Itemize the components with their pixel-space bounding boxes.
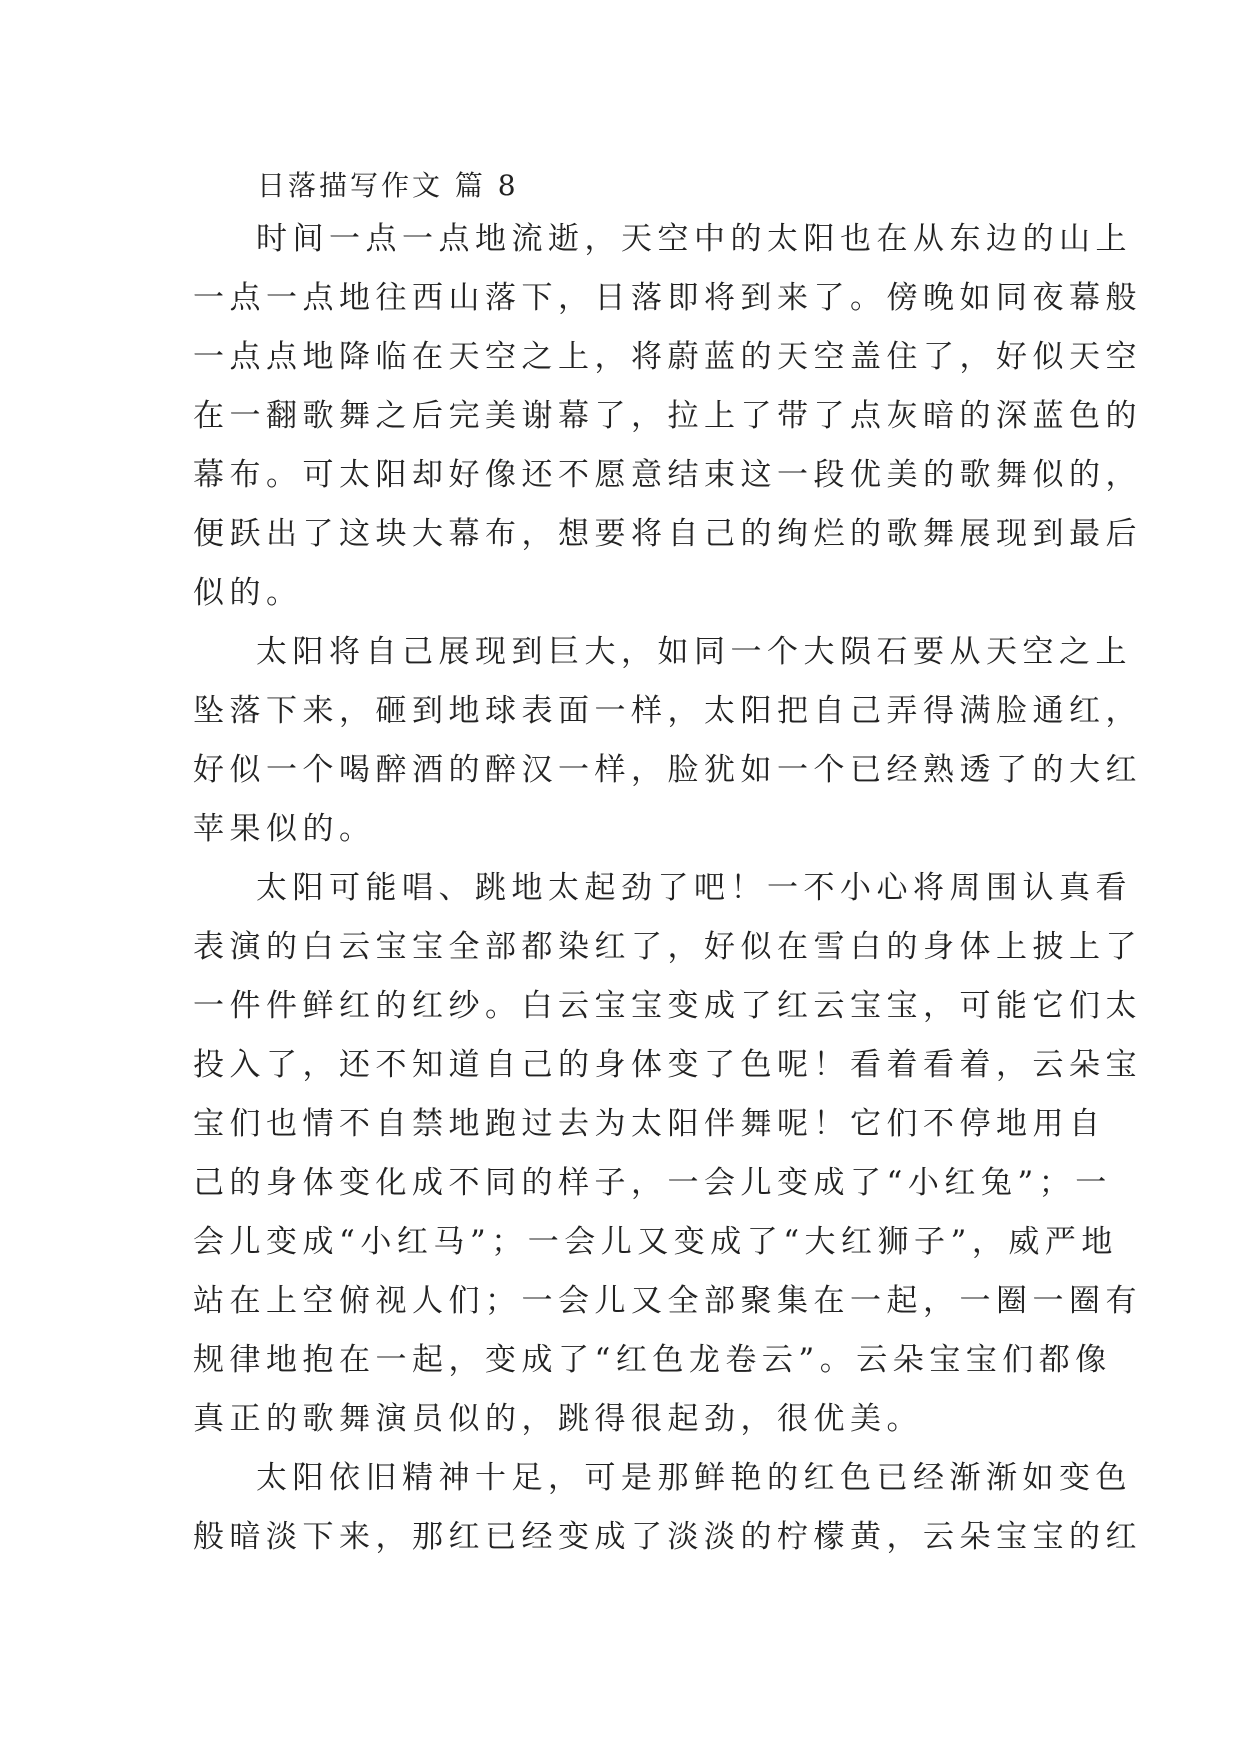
paragraph-line: 己的身体变化成不同的样子，一会儿变成了“小红兔”；一 bbox=[193, 1165, 1112, 1201]
paragraph-line: 一点点地降临在天空之上，将蔚蓝的天空盖住了，好似天空 bbox=[193, 339, 1142, 375]
paragraph-line: 苹果似的。 bbox=[193, 811, 376, 847]
paragraph-line: 在一翻歌舞之后完美谢幕了，拉上了带了点灰暗的深蓝色的 bbox=[193, 398, 1142, 434]
paragraph bbox=[193, 1449, 1142, 1567]
paragraph-line: 投入了，还不知道自己的身体变了色呢！看着看着，云朵宝 bbox=[193, 1047, 1142, 1083]
paragraph bbox=[193, 210, 1142, 623]
paragraph-line: 幕布。可太阳却好像还不愿意结束这一段优美的歌舞似的， bbox=[193, 457, 1142, 493]
paragraph-line: 一点一点地往西山落下，日落即将到来了。傍晚如同夜幕般 bbox=[193, 280, 1142, 316]
paragraph-line: 会儿变成“小红马”；一会儿又变成了“大红狮子”，威严地 bbox=[193, 1224, 1118, 1260]
paragraph-line: 站在上空俯视人们；一会儿又全部聚集在一起，一圈一圈有 bbox=[193, 1283, 1142, 1319]
paragraph-line: 太阳将自己展现到巨大，如同一个大陨石要从天空之上 bbox=[256, 634, 1132, 670]
paragraph-line: 坠落下来，砸到地球表面一样，太阳把自己弄得满脸通红， bbox=[193, 693, 1142, 729]
document-title: 日落描写作文 篇 8 bbox=[257, 169, 519, 202]
paragraph bbox=[193, 623, 1142, 859]
paragraph-line: 太阳可能唱、跳地太起劲了吧！一不小心将周围认真看 bbox=[256, 870, 1132, 906]
paragraph-line: 太阳依旧精神十足，可是那鲜艳的红色已经渐渐如变色 bbox=[256, 1460, 1132, 1496]
paragraph-line: 好似一个喝醉酒的醉汉一样，脸犹如一个已经熟透了的大红 bbox=[193, 752, 1142, 788]
paragraph-line: 似的。 bbox=[193, 575, 303, 611]
paragraph-line: 便跃出了这块大幕布，想要将自己的绚烂的歌舞展现到最后 bbox=[193, 516, 1142, 552]
paragraph bbox=[193, 859, 1142, 1449]
paragraph-line: 般暗淡下来，那红已经变成了淡淡的柠檬黄，云朵宝宝的红 bbox=[193, 1519, 1142, 1555]
paragraph-line: 表演的白云宝宝全部都染红了，好似在雪白的身体上披上了 bbox=[193, 929, 1142, 965]
paragraph-line: 真正的歌舞演员似的，跳得很起劲，很优美。 bbox=[193, 1401, 923, 1437]
paragraph-line: 一件件鲜红的红纱。白云宝宝变成了红云宝宝，可能它们太 bbox=[193, 988, 1142, 1024]
document-body bbox=[193, 210, 1142, 1567]
paragraph-line: 宝们也情不自禁地跑过去为太阳伴舞呢！它们不停地用自 bbox=[193, 1106, 1106, 1142]
paragraph-line: 规律地抱在一起，变成了“红色龙卷云”。云朵宝宝们都像 bbox=[193, 1342, 1112, 1378]
paragraph-line: 时间一点一点地流逝，天空中的太阳也在从东边的山上 bbox=[256, 221, 1132, 257]
